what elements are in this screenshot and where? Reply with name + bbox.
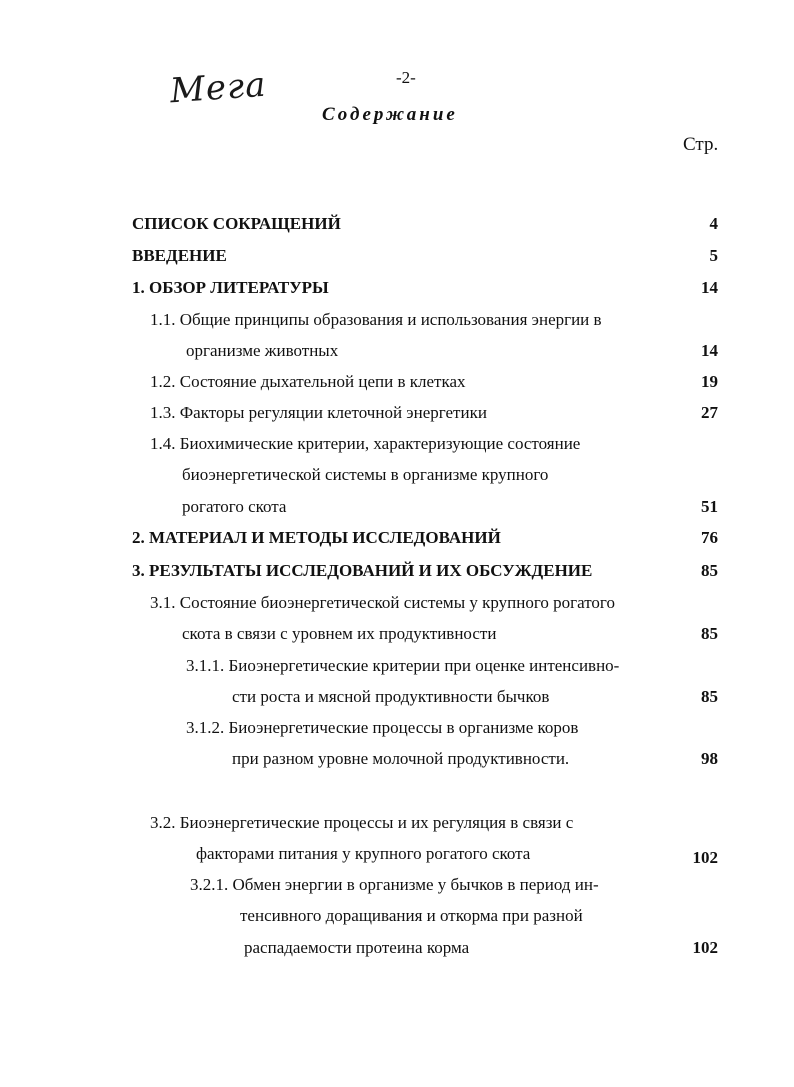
toc-entry-3-1: 3.1. Состояние биоэнергетической системы у крупного рогатого	[150, 593, 615, 612]
toc-entry-3-2-1-cont2: распадаемости протеина корма	[244, 938, 470, 957]
toc-page-number: 14	[701, 341, 718, 360]
toc-entry-1-3: 1.3. Факторы регуляции клеточной энергетики	[150, 403, 487, 422]
toc-entry-3-1-2: 3.1.2. Биоэнергетические процессы в организме коров	[186, 718, 579, 737]
toc-entry-3-2-1-cont: тенсивного доращивания и откорма при разной	[240, 906, 583, 925]
toc-entry-chapter-1: 1. ОБЗОР ЛИТЕРАТУРЫ	[132, 278, 329, 297]
toc-page-number: 4	[709, 214, 718, 233]
handwritten-note: Мега	[168, 64, 268, 112]
toc-page-number: 102	[692, 938, 718, 957]
page-column-header: Стр.	[683, 134, 719, 155]
toc-page-number: 85	[701, 687, 718, 706]
toc-page-number: 102	[692, 848, 718, 867]
toc-entry-3-1-2-cont: при разном уровне молочной продуктивности.	[232, 749, 570, 768]
toc-entry-1-1-cont: организме животных	[186, 341, 339, 360]
toc-page-number: 85	[701, 561, 718, 580]
toc-page-number: 19	[701, 372, 718, 391]
toc-entry-3-1-1-cont: сти роста и мясной продуктивности бычков	[232, 687, 550, 706]
toc-entry-3-2-1: 3.2.1. Обмен энергии в организме у бычков в период ин-	[190, 875, 599, 894]
toc-entry-3-2-cont: факторами питания у крупного рогатого скота	[196, 844, 531, 863]
toc-entry-3-1-1: 3.1.1. Биоэнергетические критерии при оценке интенсивно-	[186, 656, 620, 675]
toc-entry-3-1-cont: скота в связи с уровнем их продуктивности	[182, 624, 497, 643]
toc-entry-1-4: 1.4. Биохимические критерии, характеризующие состояние	[150, 434, 581, 453]
page-title: Содержание	[322, 104, 458, 125]
toc-page-number: 85	[701, 624, 718, 643]
toc-entry-chapter-2: 2. МАТЕРИАЛ И МЕТОДЫ ИССЛЕДОВАНИЙ	[132, 528, 501, 547]
toc-page-number: 14	[701, 278, 718, 297]
toc-page-number: 27	[701, 403, 718, 422]
toc-entry-abbreviations: СПИСОК СОКРАЩЕНИЙ	[132, 214, 341, 233]
toc-entry-1-4-cont: биоэнергетической системы в организме крупного	[182, 465, 549, 484]
toc-page-number: 51	[701, 497, 718, 516]
toc-page-number: 76	[701, 528, 718, 547]
toc-entry-3-2: 3.2. Биоэнергетические процессы и их регуляция в связи с	[150, 813, 574, 832]
toc-entry-introduction: ВВЕДЕНИЕ	[132, 246, 227, 265]
toc-entry-chapter-3: 3. РЕЗУЛЬТАТЫ ИССЛЕДОВАНИЙ И ИХ ОБСУЖДЕНИЕ	[132, 561, 593, 580]
toc-page-number: 5	[709, 246, 718, 265]
toc-page-number: 98	[701, 749, 718, 768]
toc-entry-1-4-cont2: рогатого скота	[182, 497, 287, 516]
toc-entry-1-2: 1.2. Состояние дыхательной цепи в клетках	[150, 372, 466, 391]
toc-entry-1-1: 1.1. Общие принципы образования и использования энергии в	[150, 310, 602, 329]
page-number: -2-	[396, 68, 416, 87]
